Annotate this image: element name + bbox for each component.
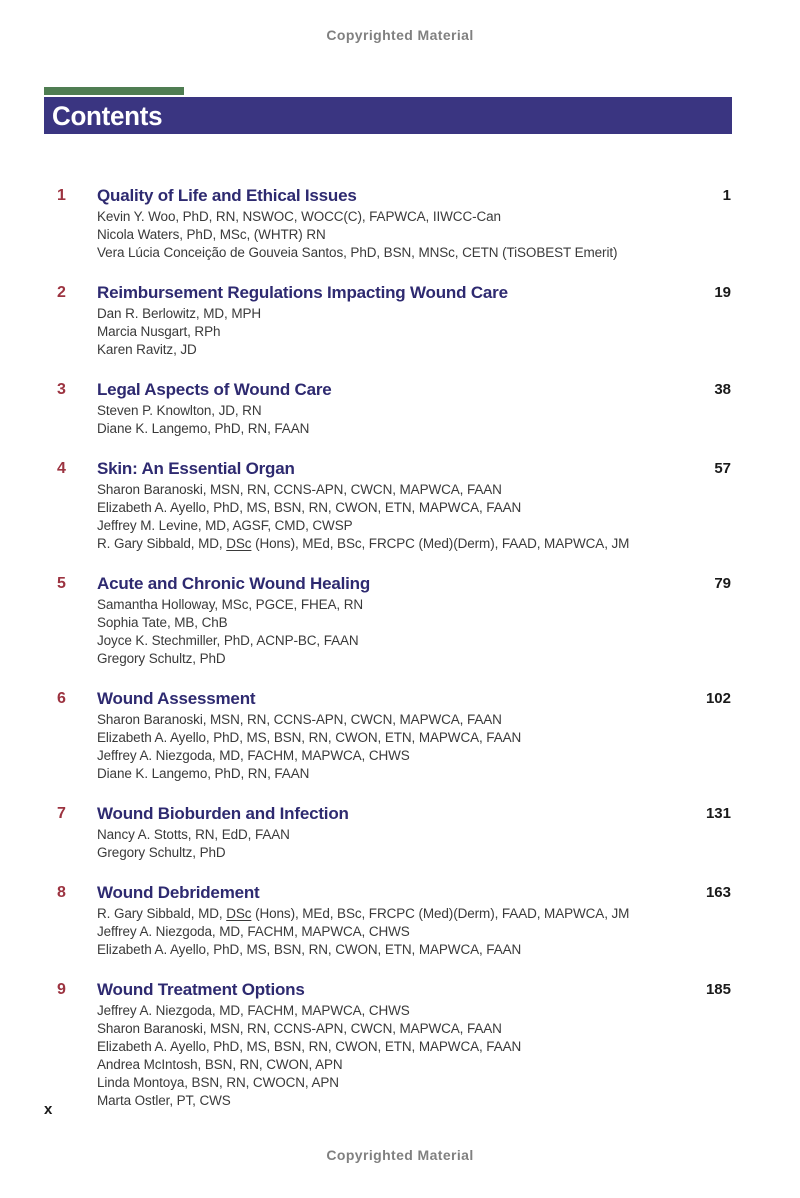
author-line: Sharon Baranoski, MSN, RN, CCNS-APN, CWCN, MAPWCA, FAAN	[97, 1021, 502, 1036]
author-line: Dan R. Berlowitz, MD, MPH	[97, 306, 262, 321]
chapter-page-number: 131	[705, 805, 731, 822]
chapter-title: Skin: An Essential Organ	[97, 459, 295, 478]
author-line: R. Gary Sibbald, MD, DSc (Hons), MEd, BSc, FRCPC (Med)(Derm), FAAD, MAPWCA, JM	[97, 536, 630, 551]
chapter-number: 9	[57, 981, 66, 998]
chapter-title: Wound Treatment Options	[97, 980, 305, 999]
author-line: Sharon Baranoski, MSN, RN, CCNS-APN, CWCN, MAPWCA, FAAN	[97, 712, 502, 727]
author-list	[97, 905, 679, 959]
author-line: Nancy A. Stotts, RN, EdD, FAAN	[97, 827, 290, 842]
chapter-main	[97, 804, 679, 862]
toc-entry	[57, 380, 731, 438]
chapter-number: 6	[57, 690, 66, 707]
chapter-page-number: 19	[714, 284, 731, 301]
author-list	[97, 208, 679, 262]
chapter-main	[97, 689, 679, 783]
author-list	[97, 596, 679, 668]
author-line: Jeffrey A. Niezgoda, MD, FACHM, MAPWCA, CHWS	[97, 1003, 410, 1018]
chapter-title: Wound Debridement	[97, 883, 260, 902]
chapter-main	[97, 883, 679, 959]
chapter-number: 2	[57, 284, 66, 301]
toc-entry	[57, 689, 731, 783]
chapter-page-number: 1	[722, 187, 731, 204]
contents-header-bar	[44, 97, 732, 134]
author-line: Joyce K. Stechmiller, PhD, ACNP-BC, FAAN	[97, 633, 359, 648]
chapter-main	[97, 283, 679, 359]
chapter-page-number: 102	[705, 690, 731, 707]
author-line: Sophia Tate, MB, ChB	[97, 615, 228, 630]
chapter-page-number: 57	[714, 460, 731, 477]
chapter-title: Legal Aspects of Wound Care	[97, 380, 332, 399]
chapter-number: 8	[57, 884, 66, 901]
chapter-main	[97, 574, 679, 668]
author-line: Jeffrey M. Levine, MD, AGSF, CMD, CWSP	[97, 518, 353, 533]
author-line: Elizabeth A. Ayello, PhD, MS, BSN, RN, CWON, ETN, MAPWCA, FAAN	[97, 942, 522, 957]
toc-list	[57, 186, 731, 1131]
chapter-number: 4	[57, 460, 66, 477]
author-line: Diane K. Langemo, PhD, RN, FAAN	[97, 421, 310, 436]
author-line: Andrea McIntosh, BSN, RN, CWON, APN	[97, 1057, 343, 1072]
chapter-title: Quality of Life and Ethical Issues	[97, 186, 357, 205]
chapter-number: 1	[57, 187, 66, 204]
chapter-main	[97, 380, 679, 438]
author-line: Steven P. Knowlton, JD, RN	[97, 403, 262, 418]
chapter-main	[97, 186, 679, 262]
chapter-page-number: 79	[714, 575, 731, 592]
author-line: Samantha Holloway, MSc, PGCE, FHEA, RN	[97, 597, 364, 612]
chapter-number: 5	[57, 575, 66, 592]
toc-entry	[57, 283, 731, 359]
toc-entry	[57, 980, 731, 1110]
chapter-number: 3	[57, 381, 66, 398]
chapter-title: Reimbursement Regulations Impacting Wound Care	[97, 283, 508, 302]
author-line: Karen Ravitz, JD	[97, 342, 197, 357]
copyright-notice-top: Copyrighted Material	[326, 27, 474, 43]
author-list	[97, 826, 679, 862]
toc-entry	[57, 459, 731, 553]
chapter-page-number: 163	[705, 884, 731, 901]
author-line: Gregory Schultz, PhD	[97, 845, 226, 860]
chapter-main	[97, 980, 679, 1110]
author-line: Diane K. Langemo, PhD, RN, FAAN	[97, 766, 310, 781]
toc-entry	[57, 804, 731, 862]
toc-entry	[57, 186, 731, 262]
author-line: Linda Montoya, BSN, RN, CWOCN, APN	[97, 1075, 339, 1090]
author-list	[97, 711, 679, 783]
chapter-number: 7	[57, 805, 66, 822]
toc-entry	[57, 574, 731, 668]
author-list	[97, 1002, 679, 1110]
chapter-page-number: 185	[705, 981, 731, 998]
author-list	[97, 402, 679, 438]
author-line: Elizabeth A. Ayello, PhD, MS, BSN, RN, CWON, ETN, MAPWCA, FAAN	[97, 1039, 522, 1054]
chapter-page-number: 38	[714, 381, 731, 398]
author-line: Gregory Schultz, PhD	[97, 651, 226, 666]
toc-entry	[57, 883, 731, 959]
author-line: Marta Ostler, PT, CWS	[97, 1093, 231, 1108]
author-line: Kevin Y. Woo, PhD, RN, NSWOC, WOCC(C), FAPWCA, IIWCC-Can	[97, 209, 501, 224]
author-list	[97, 305, 679, 359]
author-line: Nicola Waters, PhD, MSc, (WHTR) RN	[97, 227, 326, 242]
chapter-title: Acute and Chronic Wound Healing	[97, 574, 371, 593]
author-line: Vera Lúcia Conceição de Gouveia Santos, PhD, BSN, MNSc, CETN (TiSOBEST Emerit)	[97, 245, 618, 260]
author-line: Elizabeth A. Ayello, PhD, MS, BSN, RN, CWON, ETN, MAPWCA, FAAN	[97, 730, 522, 745]
author-line: Elizabeth A. Ayello, PhD, MS, BSN, RN, CWON, ETN, MAPWCA, FAAN	[97, 500, 522, 515]
chapter-title: Wound Assessment	[97, 689, 256, 708]
author-line: Marcia Nusgart, RPh	[97, 324, 221, 339]
author-line: R. Gary Sibbald, MD, DSc (Hons), MEd, BSc, FRCPC (Med)(Derm), FAAD, MAPWCA, JM	[97, 906, 630, 921]
author-list	[97, 481, 679, 553]
copyright-notice-bottom: Copyrighted Material	[326, 1147, 474, 1163]
accent-green-bar	[44, 87, 184, 95]
author-line: Sharon Baranoski, MSN, RN, CCNS-APN, CWCN, MAPWCA, FAAN	[97, 482, 502, 497]
chapter-main	[97, 459, 679, 553]
author-line: Jeffrey A. Niezgoda, MD, FACHM, MAPWCA, CHWS	[97, 924, 410, 939]
folio-page-number: x	[44, 1101, 53, 1118]
author-line: Jeffrey A. Niezgoda, MD, FACHM, MAPWCA, CHWS	[97, 748, 410, 763]
chapter-title: Wound Bioburden and Infection	[97, 804, 349, 823]
page-title: Contents	[52, 100, 163, 131]
